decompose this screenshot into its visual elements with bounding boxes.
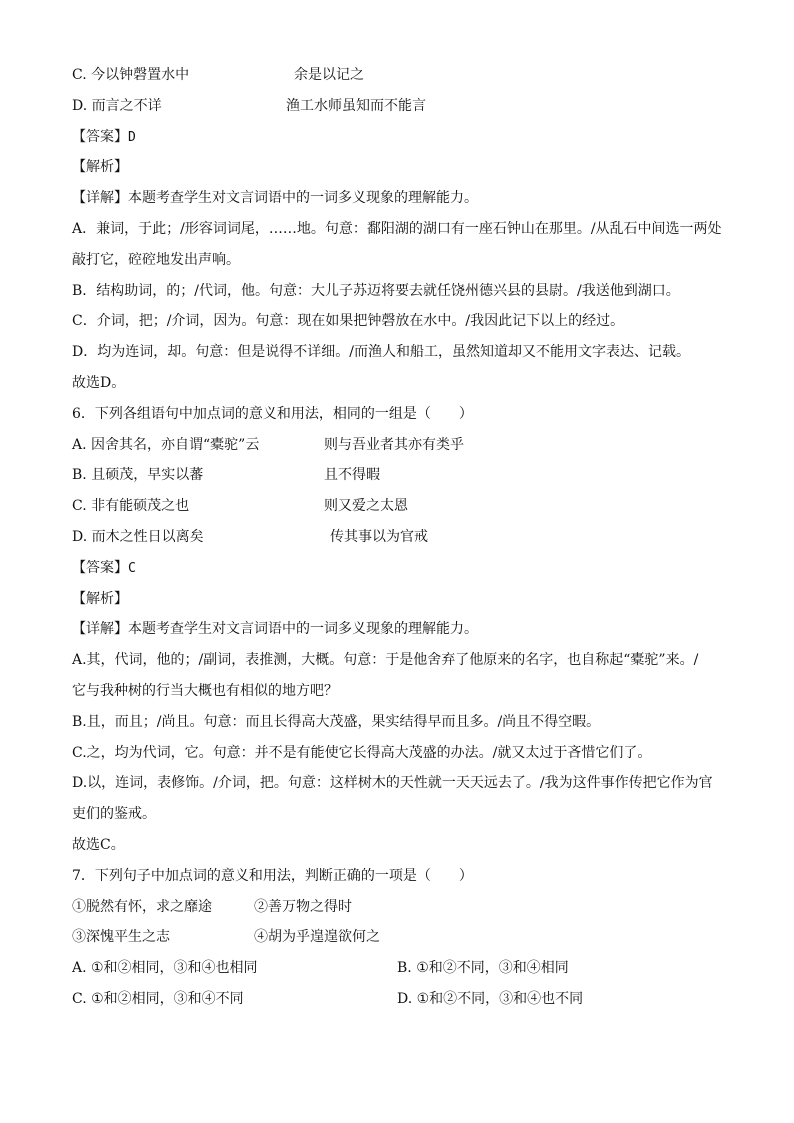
option-d-left: D. 而言之不详 (72, 97, 162, 114)
q6-analysis-label: 【解析】 (72, 590, 128, 607)
question-7-stem: 7．下列句子中加点词的意义和用法，判断正确的一项是（ ） (72, 867, 473, 884)
explanation-line: D．均为连词，却。句意：但是说得不详细。/而渔人和船工，虽然知道却又不能用文字表达、记载。 (72, 344, 690, 361)
q6-detail-label: 【详解】 (72, 621, 128, 638)
q7-choice-c: C. ①和②相同，③和④不同 (72, 990, 244, 1007)
option-d-right: 渔工水师虽知而不能言 (286, 97, 426, 114)
q6-option-a-right: 则与吾业者其亦有类乎 (324, 436, 464, 453)
q6-explanation-line: A.其，代词，他的；/副词，表推测，大概。句意：于是他舍弃了他原来的名字，也自称起“橐驼”来。/ (72, 652, 699, 669)
q6-option-c-left: C. 非有能硕茂之也 (72, 498, 190, 515)
option-c-row (72, 60, 722, 91)
detail-text: 本题考查学生对文言词语中的一词多义现象的理解能力。 (128, 190, 478, 207)
explanation-line: A．兼词，于此；/形容词词尾，……地。句意：鄱阳湖的湖口有一座石钟山在那里。/从乱石中间选一两处 (72, 220, 722, 237)
q7-pair-row (72, 892, 722, 923)
q6-option-d-right: 传其事以为官戒 (330, 528, 428, 545)
q7-choice-d: D. ①和②不同，③和④也不同 (397, 990, 584, 1007)
detail-label: 【详解】 (72, 190, 128, 207)
option-d-row (72, 91, 722, 122)
q6-detail-line (72, 614, 722, 645)
answer-value: D (128, 129, 136, 145)
q6-option-a-left: A. 因舍其名，亦自谓“橐驼”云 (72, 436, 260, 453)
conclusion-line: 故选D。 (72, 374, 126, 391)
q6-answer-line (72, 553, 722, 584)
q6-detail-text: 本题考查学生对文言词语中的一词多义现象的理解能力。 (128, 621, 478, 638)
q6-option-b (72, 460, 722, 491)
option-c-right: 余是以记之 (294, 67, 364, 83)
q6-answer-value: C (128, 560, 136, 576)
analysis-label: 【解析】 (72, 159, 128, 176)
q6-explanation-line: D.以，连词，表修饰。/介词，把。句意：这样树木的天性就一天天远去了。/我为这件事作传把它作为官 (72, 775, 713, 792)
explanation-line: B．结构助词，的；/代词，他。句意：大儿子苏迈将要去就任饶州德兴县的县尉。/我送他到湖口。 (72, 282, 680, 299)
q7-choice-b: B. ①和②不同，③和④相同 (397, 960, 569, 977)
q7-sentence-1: ①脱然有怀，求之靡途 (72, 898, 212, 915)
q6-option-d (72, 522, 722, 553)
answer-line (72, 122, 722, 153)
q6-option-c (72, 491, 722, 522)
q7-choice-row (72, 984, 722, 1015)
q6-explanation-line: B.且，而且；/尚且。句意：而且长得高大茂盛，果实结得早而且多。/尚且不得空暇。 (72, 713, 601, 730)
explanation-line: C．介词，把；/介词，因为。句意：现在如果把钟磬放在水中。/我因此记下以上的经过。 (72, 313, 625, 330)
explanation-line: 敲打它，硿硿地发出声响。 (72, 251, 240, 268)
option-c-left: C. 今以钟磬置水中 (72, 67, 190, 83)
q6-option-b-left: B. 且硕茂，早实以蕃 (72, 467, 204, 484)
q6-explanation-line: 它与我种树的行当大概也有相似的地方吧？ (72, 682, 338, 699)
document-page (72, 60, 722, 1015)
q6-option-d-left: D. 而木之性日以离矣 (72, 528, 204, 545)
q7-choice-a: A. ①和②相同，③和④也相同 (72, 960, 258, 977)
q6-option-a (72, 430, 722, 461)
q7-sentence-2: ②善万物之得时 (254, 898, 352, 915)
q7-sentence-3: ③深愧平生之志 (72, 929, 170, 946)
detail-line (72, 183, 722, 214)
q6-conclusion-line: 故选C。 (72, 836, 125, 853)
q6-option-b-right: 且不得暇 (324, 467, 380, 484)
q7-pair-row (72, 922, 722, 953)
answer-label: 【答案】 (72, 128, 128, 145)
question-6-stem: 6．下列各组语句中加点词的意义和用法，相同的一组是（ ） (72, 405, 473, 422)
q7-choice-row (72, 953, 722, 984)
q6-option-c-right: 则又爱之太恩 (324, 498, 408, 515)
q6-explanation-line: C.之，均为代词，它。句意：并不是有能使它长得高大茂盛的办法。/就又太过于吝惜它们了。 (72, 744, 652, 761)
q6-answer-label: 【答案】 (72, 559, 128, 576)
q7-sentence-4: ④胡为乎遑遑欲何之 (254, 929, 380, 946)
q6-explanation-line: 吏们的鉴戒。 (72, 806, 156, 823)
